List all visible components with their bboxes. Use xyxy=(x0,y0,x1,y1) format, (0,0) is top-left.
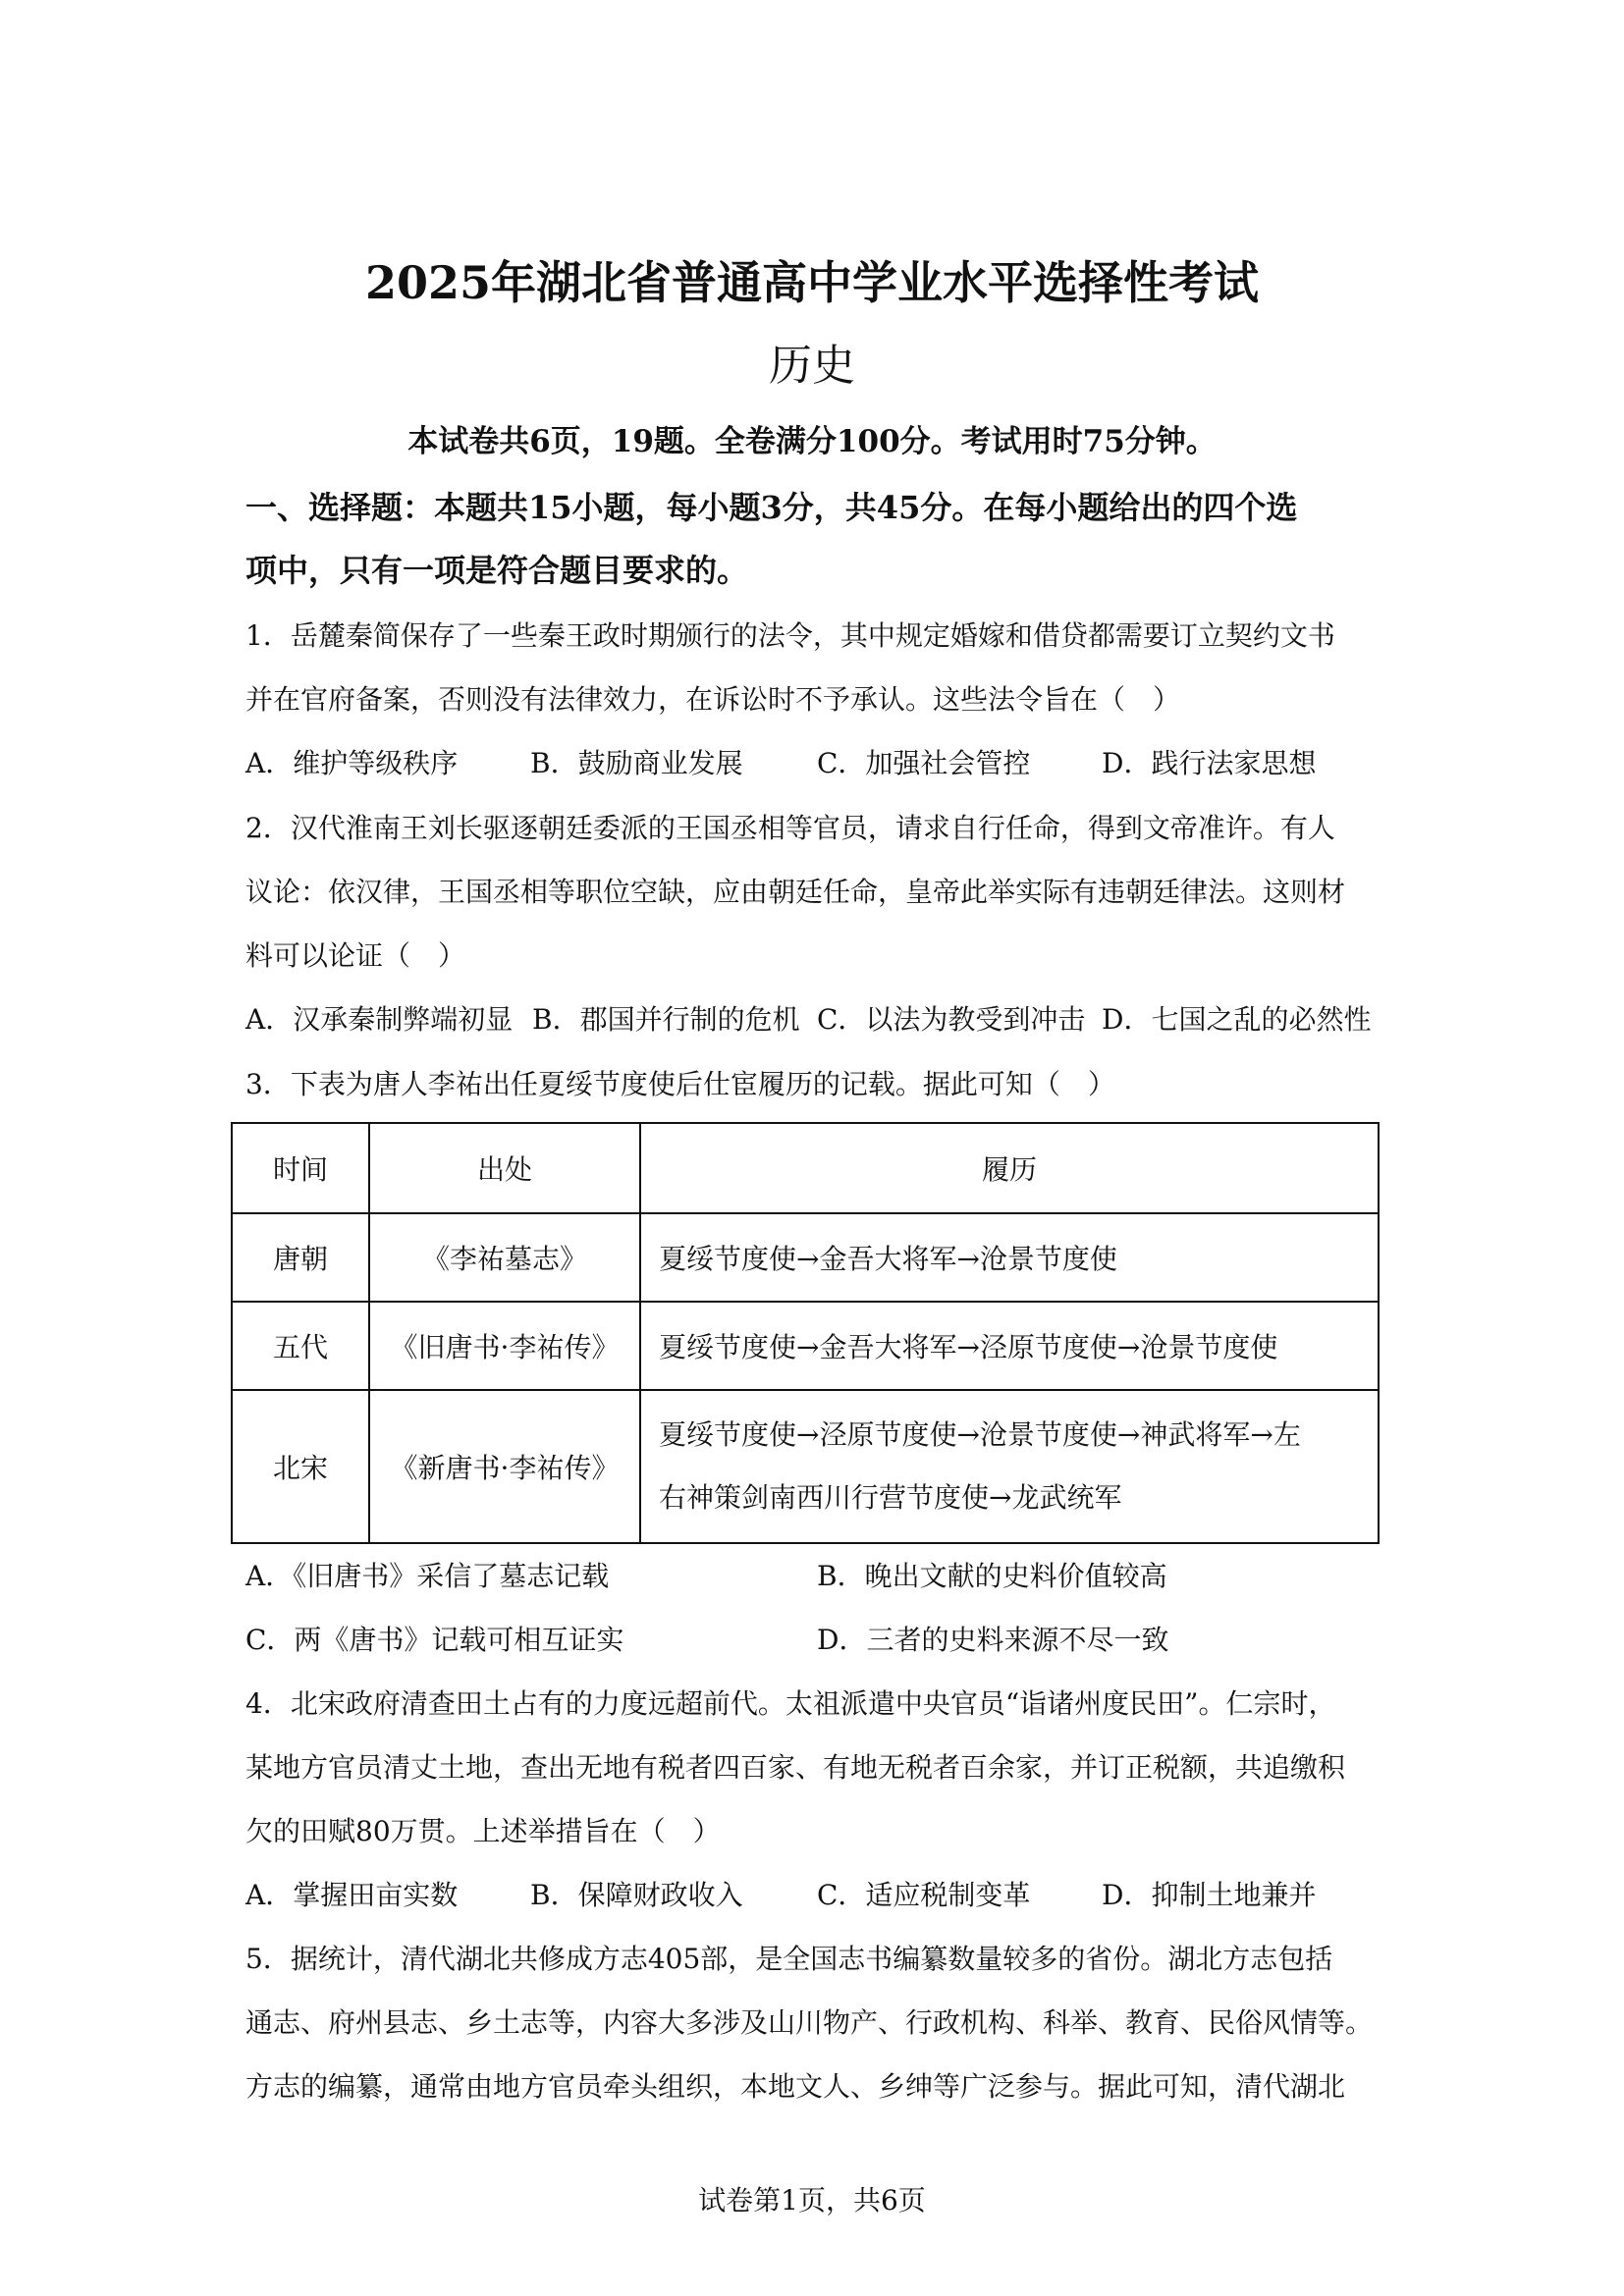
table-cell-time: 唐朝 xyxy=(232,1213,369,1302)
option-a: A．掌握田亩实数 xyxy=(245,1879,459,1911)
option-d: D．七国之乱的必然性 xyxy=(1102,1003,1372,1036)
career-table xyxy=(231,1122,1380,1544)
question-text: 通志、府州县志、乡土志等，内容大多涉及山川物产、行政机构、科举、教育、民俗风情等。 xyxy=(245,2006,1374,2039)
question-text: 并在官府备案，否则没有法律效力，在诉讼时不予承认。这些法令旨在（ ） xyxy=(245,683,1181,716)
question-text: 4．北宋政府清查田土占有的力度远超前代。太祖派遣中央官员“诣诸州度民田”。仁宗时， xyxy=(245,1687,1336,1720)
table-cell-source: 《旧唐书·李祐传》 xyxy=(369,1302,640,1390)
option-b: B．郡国并行制的危机 xyxy=(532,1003,800,1036)
exam-title: 2025年湖北省普通高中学业水平选择性考试 xyxy=(364,256,1260,309)
table-cell-time: 五代 xyxy=(232,1302,369,1390)
table-row xyxy=(232,1390,1379,1543)
section-heading-line: 项中，只有一项是符合题目要求的。 xyxy=(245,552,749,589)
career-line: 夏绥节度使→泾原节度使→沧景节度使→神武将军→左 xyxy=(659,1418,1301,1451)
table-row xyxy=(232,1213,1379,1302)
question-text: 议论：依汉律，王国丞相等职位空缺，应由朝廷任命，皇帝此举实际有违朝廷律法。这则材 xyxy=(245,876,1346,908)
question-text: 某地方官员清丈土地，查出无地有税者四百家、有地无税者百余家，并订正税额，共追缴积 xyxy=(245,1751,1346,1784)
table-header: 履历 xyxy=(640,1123,1379,1213)
question-text: 3．下表为唐人李祐出任夏绥节度使后仕宦履历的记载。据此可知（ ） xyxy=(245,1068,1115,1100)
table-cell-career xyxy=(640,1390,1379,1543)
question-text: 欠的田赋80万贯。上述举措旨在（ ） xyxy=(245,1815,721,1847)
table-cell-time: 北宋 xyxy=(232,1390,369,1543)
question-text: 1．岳麓秦简保存了一些秦王政时期颁行的法令，其中规定婚嫁和借贷都需要订立契约文书 xyxy=(245,619,1335,652)
table-header: 出处 xyxy=(369,1123,640,1213)
question-text: 料可以论证（ ） xyxy=(245,939,466,972)
exam-subject: 历史 xyxy=(769,341,855,391)
table-cell-career: 夏绥节度使→金吾大将军→泾原节度使→沧景节度使 xyxy=(640,1302,1379,1390)
question-text: 5．据统计，清代湖北共修成方志405部，是全国志书编纂数量较多的省份。湖北方志包括 xyxy=(245,1943,1333,1975)
option-c: C．以法为教受到冲击 xyxy=(817,1003,1086,1036)
question-text: 方志的编纂，通常由地方官员牵头组织，本地文人、乡绅等广泛参与。据此可知，清代湖北 xyxy=(245,2070,1346,2103)
option-b: B．保障财政收入 xyxy=(530,1879,743,1911)
option-c: C．加强社会管控 xyxy=(817,747,1031,779)
section-heading-line: 一、选择题：本题共15小题，每小题3分，共45分。在每小题给出的四个选 xyxy=(245,489,1298,526)
option-d: D．践行法家思想 xyxy=(1102,747,1317,779)
table-cell-source: 《李祐墓志》 xyxy=(369,1213,640,1302)
table-row xyxy=(232,1302,1379,1390)
option-d: D．抑制土地兼并 xyxy=(1102,1879,1317,1911)
question-text: 2．汉代淮南王刘长驱逐朝廷委派的王国丞相等官员，请求自行任命，得到文帝准许。有人 xyxy=(245,812,1335,844)
option-a: A．《旧唐书》采信了墓志记载 xyxy=(245,1560,610,1592)
page-footer: 试卷第1页，共6页 xyxy=(698,2184,926,2216)
table-cell-source: 《新唐书·李祐传》 xyxy=(369,1390,640,1543)
table-header: 时间 xyxy=(232,1123,369,1213)
option-c: C．适应税制变革 xyxy=(817,1879,1031,1911)
option-b: B．鼓励商业发展 xyxy=(530,747,743,779)
option-d: D．三者的史料来源不尽一致 xyxy=(817,1624,1169,1656)
option-a: A．汉承秦制弊端初显 xyxy=(245,1003,514,1036)
option-a: A．维护等级秩序 xyxy=(245,747,459,779)
career-line: 右神策剑南西川行营节度使→龙武统军 xyxy=(659,1481,1122,1514)
table-header-row xyxy=(232,1123,1379,1213)
option-c: C．两《唐书》记载可相互证实 xyxy=(245,1624,624,1656)
exam-info: 本试卷共6页，19题。全卷满分100分。考试用时75分钟。 xyxy=(407,424,1217,459)
option-b: B．晚出文献的史料价值较高 xyxy=(817,1560,1167,1592)
table-cell-career: 夏绥节度使→金吾大将军→沧景节度使 xyxy=(640,1213,1379,1302)
